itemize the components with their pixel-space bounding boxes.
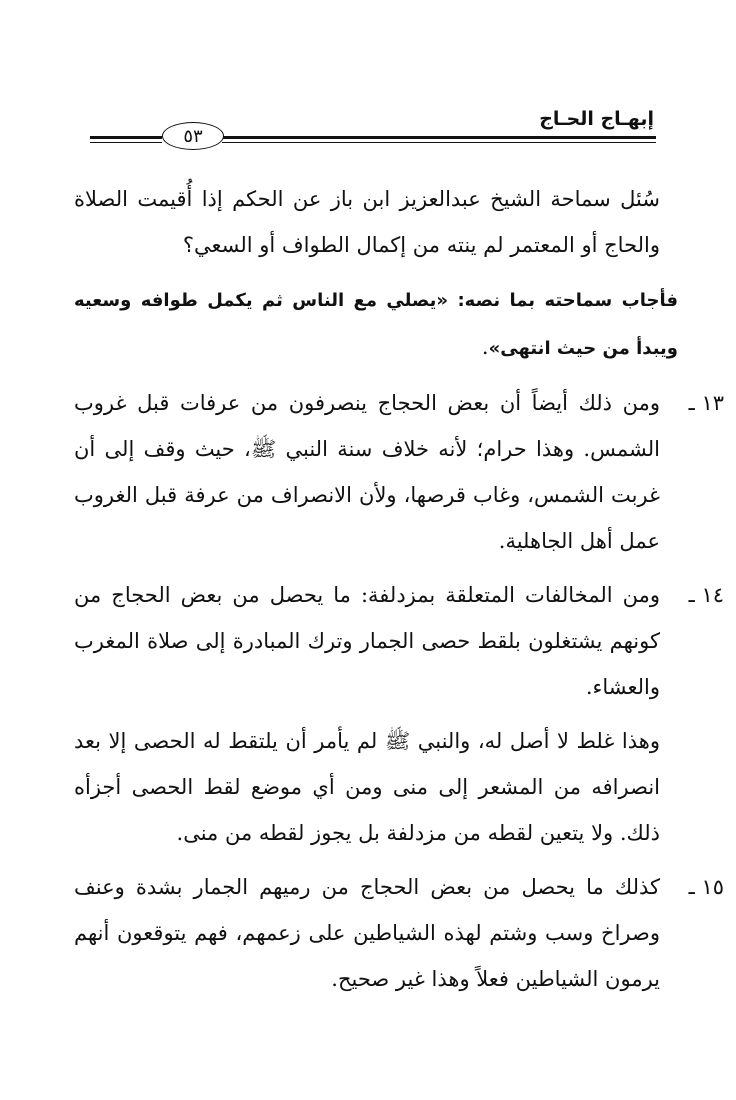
header-rule: [222, 142, 656, 143]
list-item-text: ومن ذلك أيضاً أن بعض الحجاج ينصرفون من عرفات قبل غروب الشمس. وهذا حرام؛ لأنه خلاف سنة النبي ﷺ، حيث وقف إلى أن غربت الشمس، وغاب قرصها، ولأن الانصراف من عرفة قبل الغروب عمل أهل الجاهلية.: [74, 391, 660, 553]
answer-end: .: [481, 335, 489, 359]
list-item-text: ومن المخالفات المتعلقة بمزدلفة: ما يحصل من بعض الحجاج من كونهم يشتغلون بلقط حصى الجمار وترك المبادرة إلى صلاة المغرب والعشاء.: [74, 583, 660, 699]
answer-paragraph: [74, 276, 678, 372]
question-paragraph: سُئل سماحة الشيخ عبدالعزيز ابن باز عن الحكم إذا أُقيمت الصلاة والحاج أو المعتمر لم ينته من إكمال الطواف أو السعي؟: [74, 187, 660, 257]
answer-quote: «يصلي مع الناس ثم يكمل طوافه وسعيه ويبدأ من حيث انتهى»: [74, 290, 678, 359]
list-item-continuation: وهذا غلط لا أصل له، والنبي ﷺ لم يأمر أن يلتقط له الحصى إلا بعد انصرافه من المشعر إلى منى ومن أي موضع لقط الحصى أجزأه ذلك. ولا يتعين لقطه من مزدلفة بل يجوز لقطه من منى.: [74, 729, 660, 845]
page-number: [162, 122, 224, 150]
list-item-number: ١٥ ـ: [688, 875, 724, 899]
list-item: [74, 572, 724, 710]
running-header-title: إبهـاج الحـاج: [539, 108, 654, 130]
header-rule: [90, 136, 162, 139]
list-item-number: ١٤ ـ: [688, 583, 724, 607]
page-body: [74, 176, 724, 1010]
answer-lead: فأجاب سماحته بما نصه:: [448, 290, 678, 311]
header-rule: [222, 136, 656, 139]
list-item-number: ١٣ ـ: [688, 391, 724, 415]
list-item-text: كذلك ما يحصل من بعض الحجاج من رميهم الجمار بشدة وعنف وصراخ وسب وشتم لهذه الشياطين على زعمهم، فهم يتوقعون أنهم يرمون الشياطين فعلاً وهذا غير صحيح.: [74, 875, 660, 991]
header-rule: [90, 142, 162, 143]
page-number-text: ٥٣: [183, 125, 203, 147]
list-item: [74, 864, 724, 1002]
list-item: [74, 380, 724, 564]
